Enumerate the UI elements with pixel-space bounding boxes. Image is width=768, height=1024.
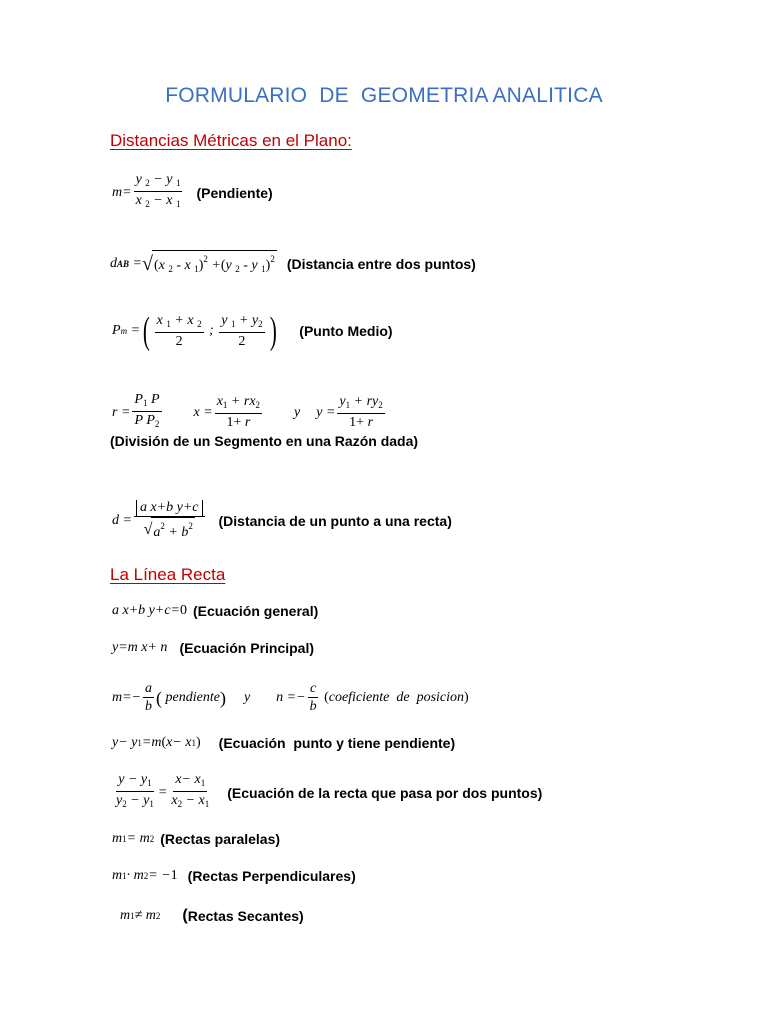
formula-two-points: $\frac{y - y_1}{y_2 - y_1}$ = $\frac{x- x_1}{x_2 - x_1}$ (Ecuación de la recta que pasa por dos puntos) bbox=[116, 772, 543, 809]
general-label: (Ecuación general) bbox=[192, 603, 319, 619]
formula-slope-intercept: m=− $\frac{a}{b}$ ( pendiente ) y n =− $\frac{c}{b}$ ( coeficiente de posicion ) bbox=[112, 681, 469, 714]
section-heading-distances: Distancias Métricas en el Plano: bbox=[110, 131, 352, 150]
section-heading-line: La Línea Recta bbox=[110, 565, 226, 584]
formula-distance-points: d AB = √ (x $_2$ - x $_1$)$^2$ +(y $_2$ - y $_1$)$^2$ (Distancia entre dos puntos) bbox=[110, 250, 476, 278]
slope-label: (Pendiente) bbox=[196, 184, 273, 201]
formula-division: r = $\frac{P_1 P}{P P_2}$ x = $\frac{x_1 + rx_2}{1+ r}$ y y = $\frac{y_1 + ry_2}{1+ r}$ bbox=[112, 392, 383, 430]
distance-points-label: (Distancia entre dos puntos) bbox=[286, 256, 476, 272]
formula-general: a x+b y+c= 0 (Ecuación general) bbox=[112, 603, 319, 619]
division-label: (División de un Segmento en una Razón dada) bbox=[110, 433, 419, 449]
distance-line-label: (Distancia de un punto a una recta) bbox=[218, 512, 452, 529]
formula-secant: m 1 ≠ m 2 ( Rectas Secantes) bbox=[120, 907, 304, 924]
point-slope-label: (Ecuación punto y tiene pendiente) bbox=[218, 735, 456, 751]
y-word: y bbox=[243, 690, 251, 705]
parallel-label: (Rectas paralelas) bbox=[160, 831, 281, 847]
formula-principal: y=m x+ n (Ecuación Principal) bbox=[112, 640, 315, 656]
formula-slope: m= $\frac{y _2 - y _1}{x _2 - x _1}$ (Pendiente) bbox=[112, 172, 273, 209]
two-points-label: (Ecuación de la recta que pasa por dos puntos) bbox=[227, 784, 543, 801]
formula-midpoint: P m = ( $\frac{x _1 + x _2}{2}$ ; $\frac{y _1 + y_2}{2}$ ) (Punto Medio) bbox=[112, 310, 393, 352]
coef-word: coeficiente de posicion bbox=[328, 690, 465, 705]
formula-point-slope: y− y 1 =m ( x− x 1 ) (Ecuación punto y tiene pendiente) bbox=[112, 735, 456, 751]
formula-parallel: m 1 = m 2 (Rectas paralelas) bbox=[112, 831, 281, 847]
formula-distance-line: d = a x+b y+c √ $a^2 + b^2$ (Distancia de un punto a una recta) bbox=[112, 500, 452, 540]
midpoint-label: (Punto Medio) bbox=[299, 323, 393, 339]
pendiente-word: pendiente bbox=[165, 690, 220, 705]
division-label-row bbox=[110, 433, 418, 449]
formula-perpendicular: m 1 · m 2 = − 1 (Rectas Perpendiculares) bbox=[112, 868, 356, 884]
secant-label: Rectas Secantes) bbox=[187, 908, 304, 924]
page-title: FORMULARIO DE GEOMETRIA ANALITICA bbox=[165, 84, 603, 107]
secant-paren: ( bbox=[182, 907, 188, 924]
perpendicular-label: (Rectas Perpendiculares) bbox=[187, 868, 356, 884]
principal-label: (Ecuación Principal) bbox=[179, 640, 315, 656]
